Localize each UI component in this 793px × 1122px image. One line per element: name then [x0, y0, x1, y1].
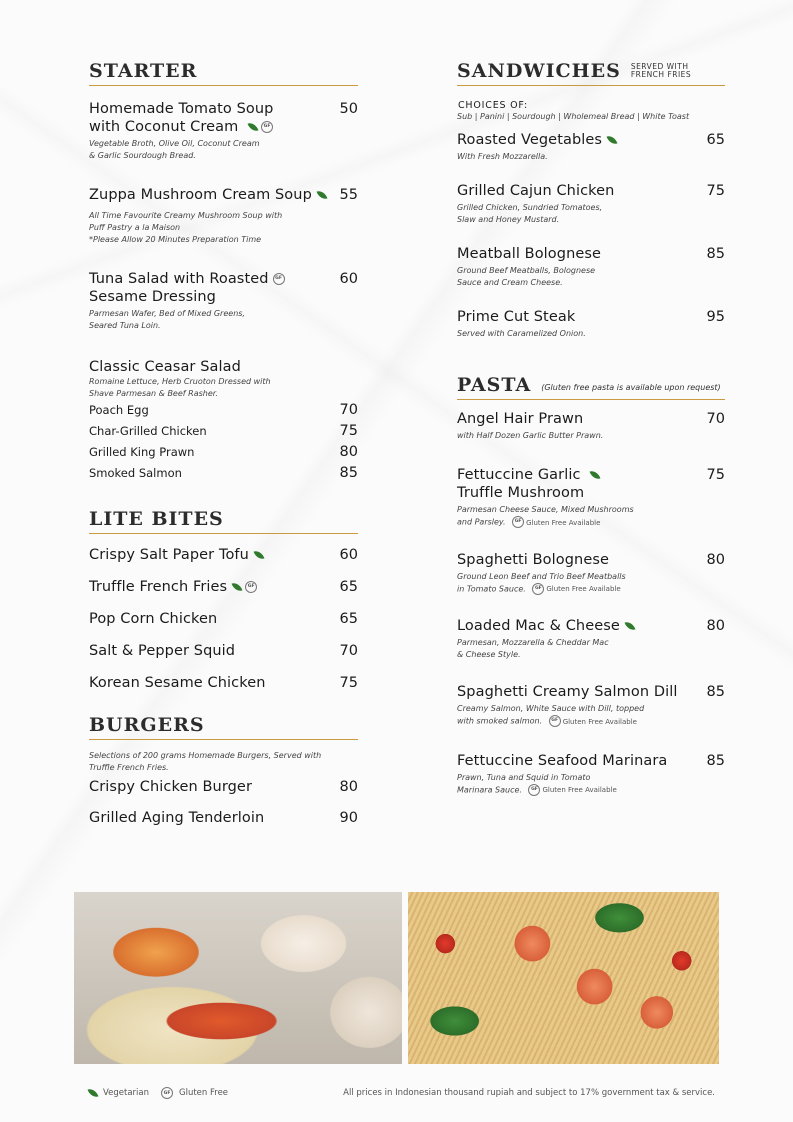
option-row: Grilled King Prawn 80: [89, 444, 358, 460]
item-name: Grilled Cajun Chicken: [457, 183, 615, 199]
gf-badge-icon: GF: [549, 715, 561, 727]
section-title-starter: STARTER: [89, 60, 198, 82]
item-price: 65: [339, 579, 358, 595]
menu-item: [89, 578, 358, 610]
leaf-icon: [253, 549, 264, 561]
lite-bites-header: [89, 510, 358, 534]
item-price: 90: [339, 810, 358, 826]
item-price: 70: [706, 411, 725, 427]
item-name: Fettuccine Seafood Marinara: [457, 752, 668, 769]
menu-item: [457, 245, 725, 289]
footer: [89, 1087, 715, 1099]
gf-badge-icon: GF: [261, 121, 273, 133]
item-name: Korean Sesame Chicken: [89, 675, 266, 691]
item-description: Grilled Chicken, Sundried Tomatoes, Slaw and Honey Mustard.: [457, 203, 603, 224]
option-row: Smoked Salmon 85: [89, 465, 358, 481]
item-description: Romaine Lettuce, Herb Cruoton Dressed with Shave Parmesan & Beef Rasher.: [89, 377, 271, 398]
gf-badge-icon: GF: [532, 583, 544, 595]
menu-item: [89, 610, 358, 642]
item-name: Classic Ceasar Salad: [89, 359, 241, 375]
gf-badge-icon: GF: [245, 581, 257, 593]
item-price: 80: [339, 779, 358, 795]
item-price: 80: [706, 618, 725, 634]
leaf-icon: [232, 581, 243, 593]
item-name-line2: with Coconut Cream: [89, 119, 239, 135]
leaf-icon: [88, 1087, 99, 1099]
menu-item: [89, 642, 358, 674]
item-price: 65: [339, 611, 358, 627]
menu-item: [457, 131, 725, 163]
seafood-fettuccine-photo: [74, 892, 402, 1064]
item-name-line2: Sesame Dressing: [89, 289, 216, 305]
menu-item: [89, 270, 358, 332]
sandwiches-header: [457, 62, 725, 86]
item-price: 70: [339, 643, 358, 659]
menu-item: [457, 410, 725, 442]
item-price: 85: [706, 752, 725, 769]
pasta-header: [457, 376, 725, 400]
item-price: 65: [706, 132, 725, 148]
starter-header: [89, 62, 358, 86]
item-name: Salt & Pepper Squid: [89, 643, 236, 659]
section-title-lite-bites: LITE BITES: [89, 508, 224, 530]
item-description: with Half Dozen Garlic Butter Prawn.: [457, 431, 604, 440]
leaf-icon: [316, 189, 327, 201]
item-description: Parmesan Wafer, Bed of Mixed Greens, Seared Tuna Loin.: [89, 309, 245, 330]
item-name: Zuppa Mushroom Cream Soup: [89, 187, 312, 203]
item-description: Ground Beef Meatballs, Bolognese Sauce and Cream Cheese.: [457, 266, 596, 287]
item-description: Parmesan Cheese Sauce, Mixed Mushrooms and Parsley. GF Gluten Free Available: [457, 505, 634, 527]
item-name: Crispy Chicken Burger: [89, 779, 253, 795]
menu-item: [457, 617, 725, 661]
legend-gluten-free: Gluten Free: [179, 1088, 229, 1098]
menu-item: [89, 358, 358, 484]
item-description: Served with Caramelized Onion.: [457, 329, 586, 338]
item-name: Fettuccine Garlic: [457, 467, 581, 483]
section-title-pasta: PASTA: [457, 374, 532, 396]
item-name: Meatball Bolognese: [457, 246, 602, 262]
gf-badge-icon: GF: [273, 273, 285, 285]
menu-item: [89, 546, 358, 578]
right-column: [457, 62, 725, 796]
item-name: Roasted Vegetables: [457, 132, 603, 148]
item-price: 85: [706, 246, 725, 262]
menu-item: [457, 683, 725, 728]
item-description: All Time Favourite Creamy Mushroom Soup with Puff Pastry a la Maison *Please Allow 20 Minutes Preparation Time: [89, 211, 283, 244]
option-row: Char-Grilled Chicken 75: [89, 423, 358, 439]
item-name: Prime Cut Steak: [457, 309, 576, 325]
leaf-icon: [589, 469, 600, 481]
section-title-burgers: BURGERS: [89, 714, 205, 736]
price-disclaimer: All prices in Indonesian thousand rupiah and subject to 17% government tax & service.: [343, 1088, 715, 1098]
item-name: Spaghetti Bolognese: [457, 551, 610, 568]
menu-item: [457, 466, 725, 529]
legend-vegetarian: Vegetarian: [103, 1088, 150, 1098]
item-price: 75: [706, 467, 725, 483]
item-description: Creamy Salmon, White Sauce with Dill, topped with smoked salmon. GF Gluten Free Available: [457, 704, 645, 726]
item-name: Homemade Tomato Soup: [89, 101, 274, 117]
item-name: Spaghetti Creamy Salmon Dill: [457, 684, 678, 700]
prawn-spaghetti-photo: [408, 892, 719, 1064]
menu-item: [457, 752, 725, 797]
item-name-line2: Truffle Mushroom: [457, 485, 585, 501]
menu-item: [457, 182, 725, 226]
section-note: SERVED WITH FRENCH FRIES: [630, 62, 692, 80]
burgers-header: [89, 716, 358, 740]
section-note: (Gluten free pasta is available upon request): [541, 382, 721, 392]
item-description: With Fresh Mozzarella.: [457, 152, 548, 161]
item-name: Pop Corn Chicken: [89, 611, 218, 627]
gf-badge-icon: GF: [528, 784, 540, 796]
item-description: Vegetable Broth, Olive Oil, Coconut Cream & Garlic Sourdough Bread.: [89, 139, 260, 160]
item-price: 95: [706, 309, 725, 325]
gf-badge-icon: GF: [161, 1087, 173, 1099]
item-name: Crispy Salt Paper Tofu: [89, 547, 249, 563]
item-name: Grilled Aging Tenderloin: [89, 810, 265, 826]
item-price: 50: [339, 101, 358, 117]
item-description: Ground Leon Beef and Trio Beef Meatballs in Tomato Sauce. GF Gluten Free Available: [457, 571, 626, 593]
section-note: Selections of 200 grams Homemade Burgers, Served with Truffle French Fries.: [89, 751, 322, 772]
menu-item: [89, 100, 358, 162]
menu-item: [89, 778, 358, 809]
choices-label: CHOICES OF:: [458, 100, 528, 111]
left-column: [89, 62, 358, 840]
item-name: Tuna Salad with Roasted: [89, 271, 269, 287]
item-price: 85: [706, 684, 725, 700]
menu-item: [457, 551, 725, 596]
item-name: Angel Hair Prawn: [457, 411, 584, 427]
item-price: 80: [706, 551, 725, 568]
choices-list: Sub | Panini | Sourdough | Wholemeal Bread | White Toast: [457, 112, 690, 121]
item-name: Truffle French Fries: [89, 579, 228, 595]
item-description: Parmesan, Mozzarella & Cheddar Mac & Cheese Style.: [457, 638, 609, 659]
item-name: Loaded Mac & Cheese: [457, 618, 620, 634]
leaf-icon: [624, 620, 635, 632]
leaf-icon: [607, 134, 618, 146]
legend: [89, 1087, 228, 1099]
item-price: 55: [339, 187, 358, 203]
menu-item: [89, 186, 358, 246]
item-price: 75: [706, 183, 725, 199]
section-title-sandwiches: SANDWICHES: [457, 60, 621, 82]
menu-item: [89, 809, 358, 840]
menu-item: [457, 308, 725, 340]
item-price: 60: [339, 547, 358, 563]
option-row: Poach Egg 70: [89, 402, 358, 418]
item-description: Prawn, Tuna and Squid in Tomato Marinara Sauce. GF Gluten Free Available: [457, 772, 617, 794]
item-price: 75: [339, 675, 358, 691]
gf-badge-icon: GF: [512, 516, 524, 528]
leaf-icon: [248, 121, 259, 133]
item-price: 60: [339, 271, 358, 287]
menu-item: [89, 674, 358, 706]
